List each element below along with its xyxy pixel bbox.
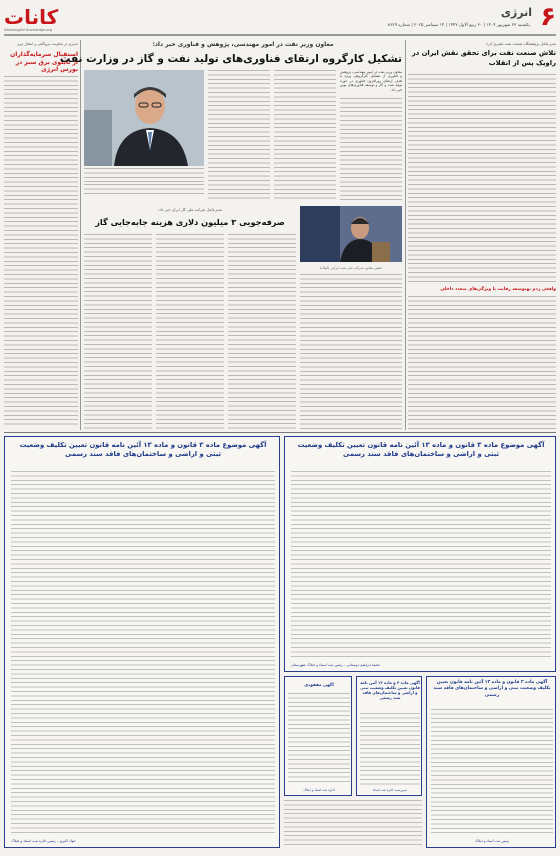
main-intro-text: معاون وزیر نفت در امور مهندسی، پژوهش و فناوری از تشکیل کارگروهی ویژه با هدف ارتقای روزافزون فناوری در حوزه تولید نفت و گاز و توسعه فناوری‌های نوین خبر داد. bbox=[340, 70, 402, 92]
small-notice-2-body bbox=[360, 713, 420, 785]
middle-body-col2 bbox=[156, 234, 224, 430]
portrait-illustration bbox=[84, 70, 204, 166]
right-body-2 bbox=[408, 296, 556, 430]
notice-right-body bbox=[291, 471, 551, 657]
main-body-col2 bbox=[274, 70, 336, 202]
sidebar-kicker: مدیری در معاونت نیروگاهی و انتقال نیرو bbox=[17, 42, 78, 46]
notice-left-title: آگهی موضوع ماده ۳ قانون و ماده ۱۳ آئین نامه قانون تعیین تکلیف وضعیت ثبتی و اراضی و ساختمان‌های فاقد سند رسمی bbox=[19, 441, 267, 458]
main-photo bbox=[84, 70, 204, 166]
small-notice-1 bbox=[426, 676, 556, 848]
main-intro bbox=[340, 70, 402, 202]
middle-photo bbox=[300, 206, 402, 262]
right-article bbox=[408, 38, 556, 430]
main-body-col-left bbox=[84, 184, 204, 196]
notice-right-title: آگهی موضوع ماده ۳ قانون و ماده ۱۳ آئین نامه قانون تعیین تکلیف وضعیت ثبتی و اراضی و ساختمان‌های فاقد سند رسمی bbox=[297, 441, 545, 458]
right-body-1 bbox=[408, 74, 556, 284]
divider bbox=[80, 40, 81, 430]
small-notice-2-footer: سرپرست اداره ثبت اسناد bbox=[372, 788, 408, 792]
small-notice-3-title: آگهی مفقودی bbox=[304, 682, 334, 687]
page-number: ۶ bbox=[540, 2, 556, 32]
middle-kicker: مدیرعامل شرکت ملی گاز ایران خبر داد: bbox=[157, 207, 223, 212]
left-sidebar bbox=[4, 40, 78, 430]
section-label: انرژی bbox=[500, 6, 532, 19]
main-kicker: معاون وزیر نفت در امور مهندسی، پژوهش و فناوری خبر داد: bbox=[152, 41, 334, 48]
middle-caption: جشن معاون شرکت ملی نفت ایرانی (آیفک) bbox=[320, 266, 382, 270]
masthead-logo: کانات bbox=[4, 5, 59, 29]
right-headline: تلاش صنعت نفت برای تحقق نقش ایران در راویک پس از انقلاب bbox=[411, 49, 556, 67]
notice-right bbox=[284, 436, 556, 672]
small-notice-1-footer: رئیس ثبت اسناد و املاک bbox=[474, 839, 510, 843]
main-intro-body bbox=[340, 98, 402, 202]
main-photo-caption bbox=[84, 168, 204, 182]
right-subhead: واقعی زدم بهتوسعه رقابت با ویژگی‌های متعدد داخلی bbox=[440, 287, 556, 292]
notice-right-footer: محمد ابراهیم دوستانی - رئیس ثبت اسناد و املاک شهرستان bbox=[291, 663, 380, 667]
small-notice-3-body bbox=[288, 693, 350, 785]
small-notice-1-body bbox=[431, 709, 553, 833]
sidebar-headline: استقبال سرمایه‌گذاران از تابلوی برق سبز در بورس انرژی bbox=[10, 51, 78, 73]
fold-rule bbox=[4, 432, 556, 433]
middle-headline: صرفه‌جویی ۳ میلیون دلاری هزینه جابه‌جایی گاز bbox=[95, 217, 285, 227]
speaker-illustration bbox=[300, 206, 402, 262]
small-notice-2 bbox=[356, 676, 422, 796]
dateline: یکشنبه ۲۳ شهریور ۱۴۰۴ | ۳۰ ربیع الاول ۱۴۴۷ | ۱۴ سپتامبر ۲۰۲۵ | شماره ۸۶۲۹ bbox=[387, 23, 530, 28]
small-notice-3-footer: اداره ثبت اسناد و املاک bbox=[303, 788, 335, 792]
bottom-text-block bbox=[284, 800, 422, 848]
small-notice-2-title: آگهی ماده ۳ و ماده ۱۳ آئین نامه قانون تعیین تکلیف وضعیت ثبتی و اراضی و ساختمان‌های فاقد سند رسمی bbox=[360, 680, 420, 700]
notice-left bbox=[4, 436, 280, 848]
main-body-col1 bbox=[208, 70, 270, 202]
small-notice-1-title: آگهی ماده ۳ قانون و ماده ۱۳ آئین نامه قانون تعیین تکلیف وضعیت ثبتی و اراضی و ساختمان‌های فاقد سند رسمی bbox=[433, 680, 551, 698]
middle-body-col1 bbox=[84, 234, 152, 430]
notice-left-body bbox=[11, 471, 275, 833]
notice-left-footer: جواد اکبری - رئیس اداره ثبت اسناد و املاک bbox=[11, 839, 76, 843]
right-kicker: مدیرعامل پژوهشگاه صنعت نفت تشریح کرد: bbox=[485, 41, 556, 46]
main-headline: تشکیل کارگروه ارتقای فناوری‌های تولید نفت و گاز در وزارت نفت bbox=[59, 53, 402, 65]
middle-article bbox=[84, 204, 296, 430]
masthead-logo-sub: Daneshgahi Knowledge.org bbox=[4, 28, 53, 32]
divider bbox=[405, 40, 406, 430]
small-notice-3 bbox=[284, 676, 352, 796]
middle-body-right bbox=[300, 274, 402, 430]
masthead-rule bbox=[4, 34, 556, 36]
sidebar-body bbox=[4, 76, 78, 426]
middle-body-col3 bbox=[228, 234, 296, 430]
